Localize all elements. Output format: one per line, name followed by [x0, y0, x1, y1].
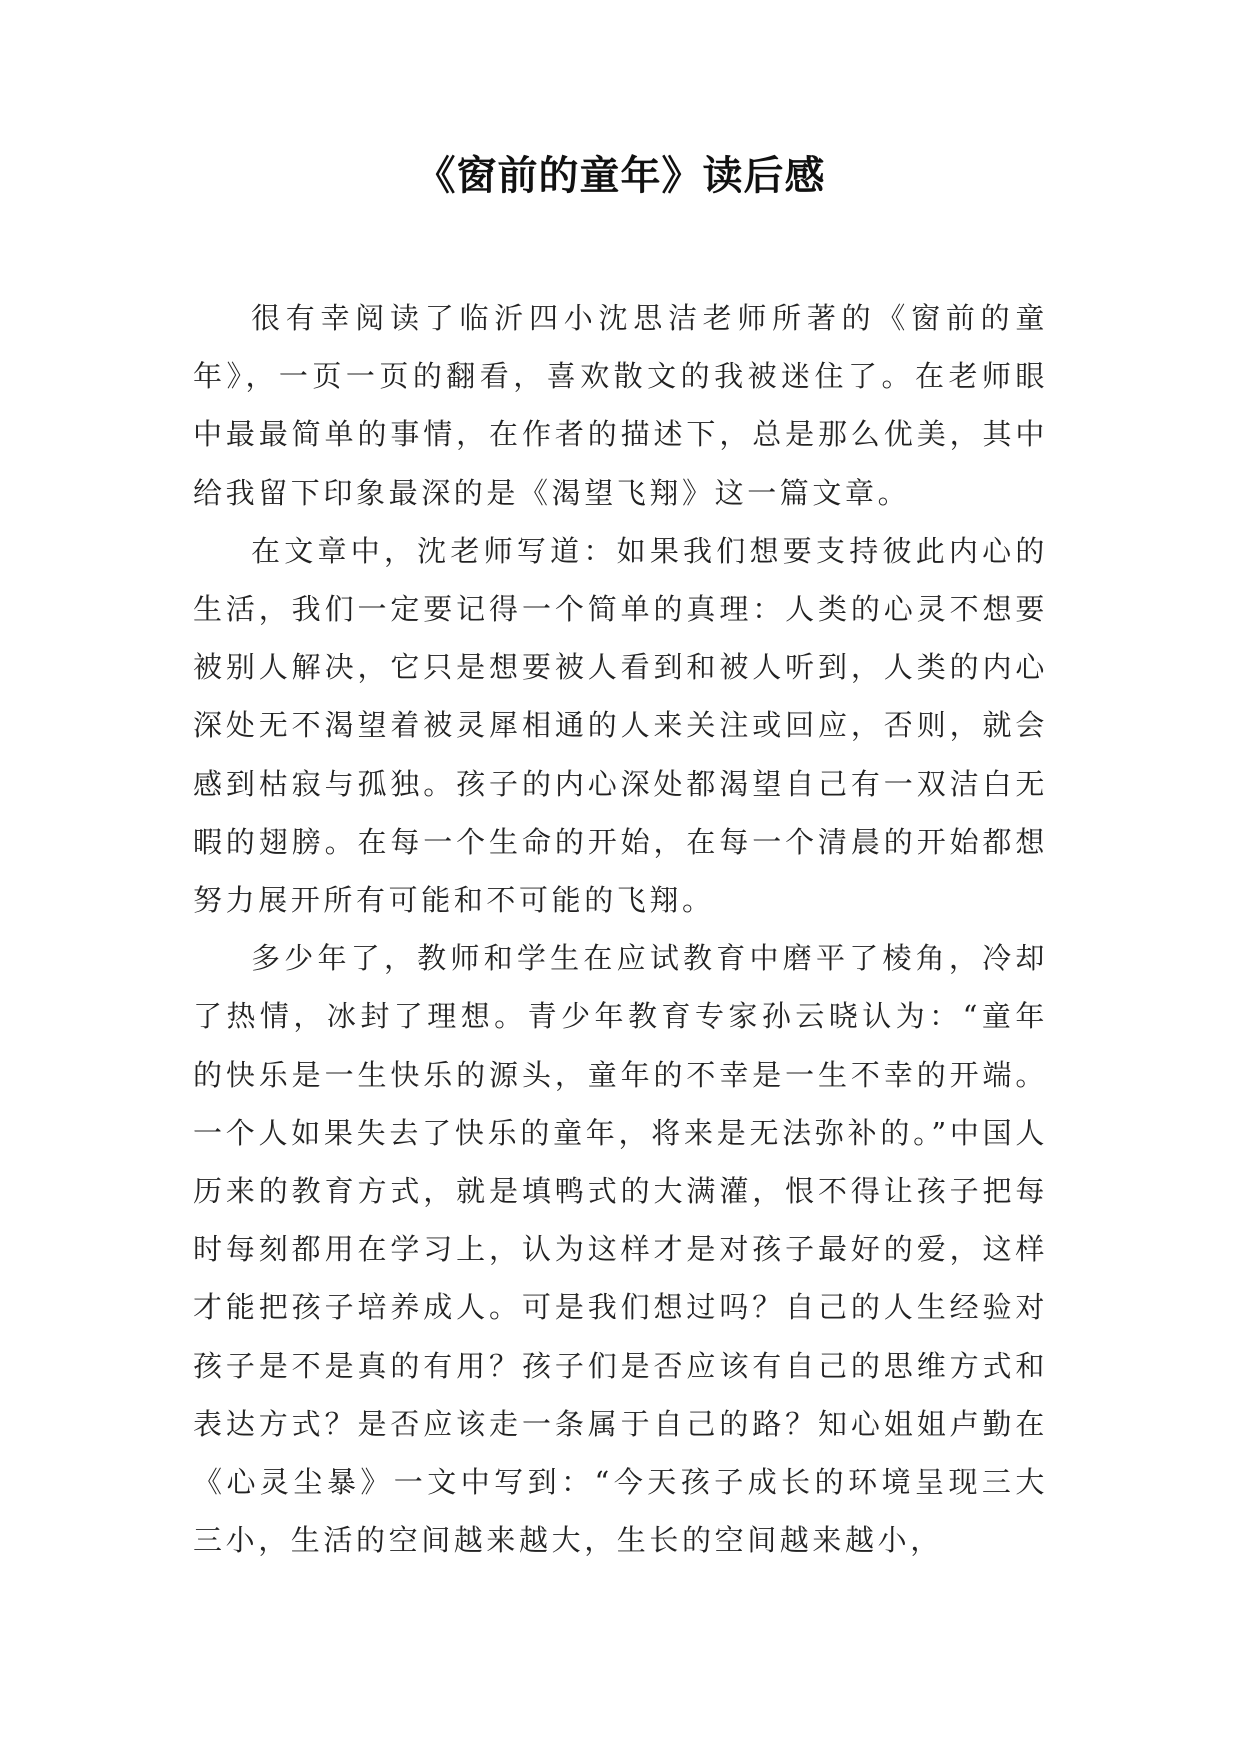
paragraph-2: 在文章中，沈老师写道：如果我们想要支持彼此内心的生活，我们一定要记得一个简单的真理：人类的心灵不想要被别人解决，它只是想要被人看到和被人听到，人类的内心深处无不渴望着被灵犀相通的人来关注或回应，否则，就会感到枯寂与孤独。孩子的内心深处都渴望自己有一双洁白无暇的翅膀。在每一个生命的开始，在每一个清晨的开始都想努力展开所有可能和不可能的飞翔。: [193, 533, 1048, 918]
paragraph-3: 多少年了，教师和学生在应试教育中磨平了棱角，冷却了热情，冰封了理想。青少年教育专家孙云晓认为：“童年的快乐是一生快乐的源头，童年的不幸是一生不幸的开端。一个人如果失去了快乐的童年，将来是无法弥补的。”中国人历来的教育方式，就是填鸭式的大满灌，恨不得让孩子把每时每刻都用在学习上，认为这样才是对孩子最好的爱，这样才能把孩子培养成人。可是我们想过吗？自己的人生经验对孩子是不是真的有用？孩子们是否应该有自己的思维方式和表达方式？是否应该走一条属于自己的路？知心姐姐卢勤在《心灵尘暴》一文中写到：“今天孩子成长的环境呈现三大三小，生活的空间越来越大，生长的空间越来越小，: [193, 941, 1048, 1558]
document-body: [193, 289, 1048, 1569]
paragraph-1: 很有幸阅读了临沂四小沈思洁老师所著的《窗前的童年》，一页一页的翻看，喜欢散文的我被迷住了。在老师眼中最最简单的事情，在作者的描述下，总是那么优美，其中给我留下印象最深的是《渴望飞翔》这一篇文章。: [193, 301, 1048, 510]
document-title: 《窗前的童年》读后感: [415, 153, 826, 199]
